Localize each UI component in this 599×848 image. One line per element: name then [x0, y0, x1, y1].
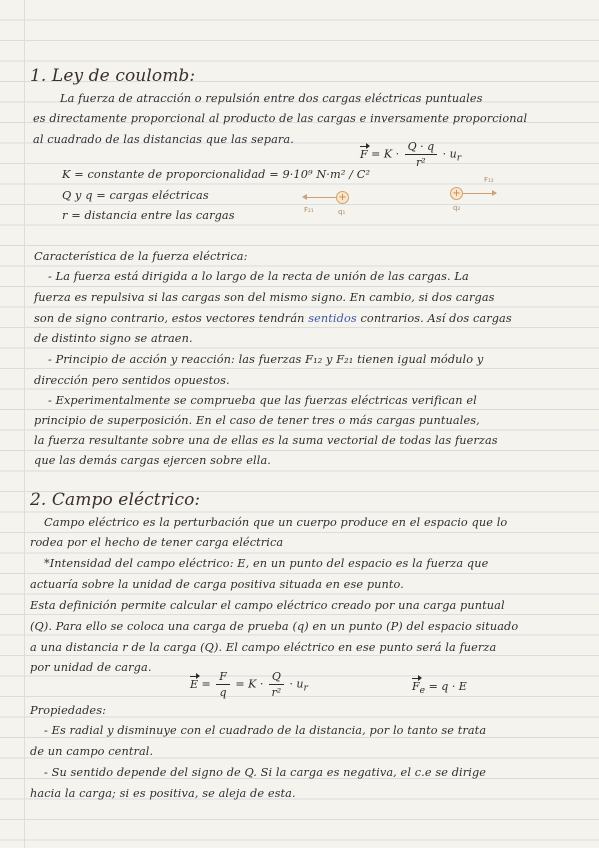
definition-charges: Q y q = cargas eléctricas	[62, 189, 209, 202]
characteristics-line: fuerza es repulsiva si las cargas son del mismo signo. En cambio, si dos cargas	[34, 291, 495, 304]
characteristics-line: - La fuerza está dirigida a lo largo de la recta de unión de las cargas. La	[48, 270, 469, 283]
characteristics-line: la fuerza resultante sobre una de ellas es la suma vectorial de todas las fuerzas	[34, 434, 498, 447]
coulomb-formula: F = K · $\frac{Q \cdot q}{\text{r²}}$ · $u_r$	[360, 140, 462, 169]
field-vector: E	[190, 677, 199, 691]
properties-line: - Su sentido depende del signo de Q. Si la carga es negativa, el c.e se dirige	[44, 766, 487, 779]
section-heading-coulomb: 1. Ley de coulomb:	[30, 66, 196, 86]
characteristics-line: principio de superposición. En el caso de tener tres o más cargas puntuales,	[34, 414, 480, 427]
label-q1: q₁	[338, 208, 346, 216]
bleed-through-text	[413, 50, 583, 62]
arrow-head-left	[302, 194, 307, 200]
label-f21: F₂₁	[304, 206, 314, 214]
coulomb-text-line: La fuerza de atracción o repulsión entre dos cargas eléctricas puntuales	[60, 92, 483, 105]
electric-field-formula: E = $\frac{F}{q}$ = K · $\frac{Q}{\text{r²}}$ · $u_r$	[190, 670, 308, 699]
charge-q2: +	[450, 187, 463, 200]
field-fraction: $\frac{F}{q}$	[216, 670, 230, 699]
arrow-head-right	[492, 190, 497, 196]
coulomb-text-line: es directamente proporcional al producto de las cargas e inversamente proporcional	[33, 112, 528, 125]
field-text-line: actuaría sobre la unidad de carga positiva situada en ese punto.	[30, 578, 404, 591]
field-text-line: *Intensidad del campo eléctrico: E, en un punto del espacio es la fuerza que	[44, 557, 489, 570]
field-text-line: (Q). Para ello se coloca una carga de prueba (q) en un punto (P) del espacio situado	[30, 620, 519, 633]
field-text-line: a una distancia r de la carga (Q). El campo eléctrico en ese punto será la fuerza	[30, 641, 497, 654]
margin-line	[24, 0, 25, 848]
properties-line: - Es radial y disminuye con el cuadrado de la distancia, por lo tanto se trata	[44, 724, 487, 737]
section-heading-electric-field: 2. Campo eléctrico:	[30, 490, 201, 510]
field-text-line: rodea por el hecho de tener carga eléctrica	[30, 536, 284, 549]
coulomb-text-line: al cuadrado de las distancias que las separa.	[33, 133, 294, 146]
characteristics-line: - Experimentalmente se comprueba que las fuerzas eléctricas verifican el	[48, 394, 477, 407]
force-vector: F	[360, 147, 368, 161]
characteristics-line: de distinto signo se atraen.	[34, 332, 193, 345]
characteristics-line: que las demás cargas ejercen sobre ella.	[34, 454, 271, 467]
label-f12: F₁₂	[484, 176, 494, 184]
characteristics-line: son de signo contrario, estos vectores tendrán sentidos contrarios. Así dos cargas	[34, 312, 512, 325]
label-q2: q₂	[453, 204, 461, 212]
force-field-formula: $F_e = q \cdot E$	[412, 680, 467, 697]
field-text-line: Esta definición permite calcular el campo eléctrico creado por una carga puntual	[30, 599, 505, 612]
bleed-through-text	[359, 375, 569, 386]
definition-k: K = constante de proporcionalidad = 9·10⁹ N·m² / C²	[62, 168, 371, 181]
arrow-f21	[306, 197, 336, 198]
characteristics-line: dirección pero sentidos opuestos.	[34, 374, 230, 387]
characteristics-heading: Característica de la fuerza eléctrica:	[34, 250, 248, 263]
definition-distance: r = distancia entre las cargas	[62, 209, 235, 222]
highlighted-word: sentidos	[308, 312, 357, 325]
field-text-line: Campo eléctrico es la perturbación que un cuerpo produce en el espacio que lo	[44, 516, 508, 529]
characteristics-line: - Principio de acción y reacción: las fuerzas F₁₂ y F₂₁ tienen igual módulo y	[48, 353, 484, 366]
properties-heading: Propiedades:	[30, 704, 107, 717]
properties-line: hacia la carga; si es positiva, se aleja de esta.	[30, 787, 296, 800]
charge-q1: +	[336, 191, 349, 204]
properties-line: de un campo central.	[30, 745, 154, 758]
field-text-line: por unidad de carga.	[30, 661, 152, 674]
coulomb-fraction: $\frac{Q \cdot q}{\text{r²}}$	[405, 140, 438, 169]
coulomb-field-fraction: $\frac{Q}{\text{r²}}$	[269, 670, 284, 699]
arrow-f12	[463, 193, 493, 194]
